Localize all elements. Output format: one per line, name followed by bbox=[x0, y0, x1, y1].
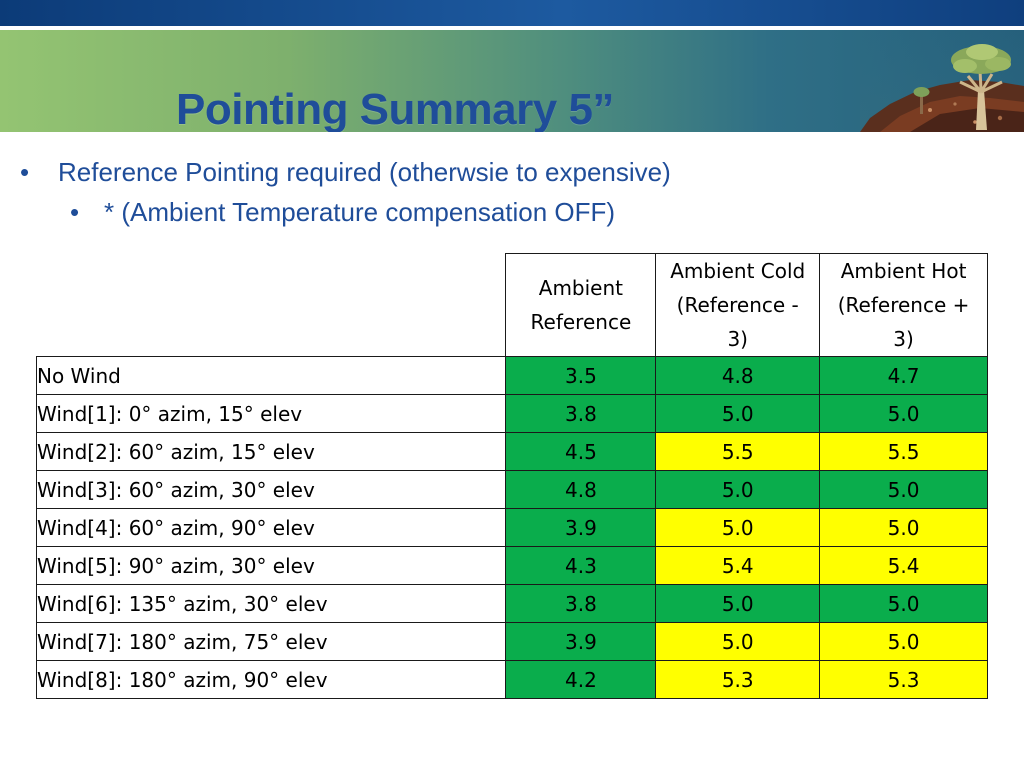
value-cell: 5.5 bbox=[656, 433, 820, 471]
value-cell: 3.5 bbox=[506, 357, 656, 395]
value-cell: 3.8 bbox=[506, 395, 656, 433]
table-row bbox=[37, 357, 988, 395]
table-corner-cell bbox=[37, 254, 506, 357]
value-cell: 4.8 bbox=[506, 471, 656, 509]
value-cell: 4.7 bbox=[820, 357, 988, 395]
row-label-cell: Wind[8]: 180° azim, 90° elev bbox=[37, 661, 506, 699]
header-ambient-hot bbox=[820, 254, 988, 357]
value-cell: 5.3 bbox=[656, 661, 820, 699]
bullet-text: Reference Pointing required (otherwsie to expensive) bbox=[58, 157, 671, 187]
value-cell: 5.3 bbox=[820, 661, 988, 699]
table-header-row bbox=[37, 254, 988, 357]
value-cell: 4.8 bbox=[656, 357, 820, 395]
bullet-text: * (Ambient Temperature compensation OFF) bbox=[104, 197, 616, 227]
value-cell: 5.0 bbox=[820, 585, 988, 623]
slide-title: Pointing Summary 5” bbox=[176, 85, 614, 132]
row-label-cell: Wind[4]: 60° azim, 90° elev bbox=[37, 509, 506, 547]
row-label-cell: Wind[7]: 180° azim, 75° elev bbox=[37, 623, 506, 661]
table-row bbox=[37, 547, 988, 585]
header-ambient-cold bbox=[656, 254, 820, 357]
table-row bbox=[37, 661, 988, 699]
value-cell: 5.0 bbox=[656, 509, 820, 547]
value-cell: 5.0 bbox=[656, 471, 820, 509]
value-cell: 5.0 bbox=[820, 623, 988, 661]
table-row bbox=[37, 585, 988, 623]
value-cell: 3.8 bbox=[506, 585, 656, 623]
header-line: 3) bbox=[727, 327, 748, 351]
value-cell: 4.2 bbox=[506, 661, 656, 699]
quiver-tree-landscape-image bbox=[860, 30, 1024, 132]
top-banner-bar bbox=[0, 0, 1024, 26]
header-ambient-reference bbox=[506, 254, 656, 357]
table-row bbox=[37, 509, 988, 547]
value-cell: 3.9 bbox=[506, 509, 656, 547]
bullet-marker: • bbox=[20, 157, 30, 187]
row-label-cell: Wind[2]: 60° azim, 15° elev bbox=[37, 433, 506, 471]
table-body bbox=[37, 357, 988, 699]
value-cell: 4.5 bbox=[506, 433, 656, 471]
value-cell: 5.5 bbox=[820, 433, 988, 471]
value-cell: 5.0 bbox=[656, 623, 820, 661]
header-line: Ambient Hot bbox=[840, 259, 967, 283]
row-label-cell: Wind[6]: 135° azim, 30° elev bbox=[37, 585, 506, 623]
value-cell: 5.4 bbox=[820, 547, 988, 585]
value-cell: 5.0 bbox=[656, 585, 820, 623]
value-cell: 3.9 bbox=[506, 623, 656, 661]
row-label-cell: Wind[3]: 60° azim, 30° elev bbox=[37, 471, 506, 509]
bullet-item bbox=[20, 156, 671, 188]
value-cell: 5.4 bbox=[656, 547, 820, 585]
title-band bbox=[0, 30, 1024, 132]
row-label-cell: Wind[1]: 0° azim, 15° elev bbox=[37, 395, 506, 433]
bullet-marker: • bbox=[70, 197, 80, 227]
sub-bullet-item bbox=[70, 196, 615, 228]
value-cell: 5.0 bbox=[820, 509, 988, 547]
table-row bbox=[37, 395, 988, 433]
table-row bbox=[37, 471, 988, 509]
header-line: Ambient bbox=[538, 276, 624, 300]
header-line: 3) bbox=[893, 327, 914, 351]
value-cell: 4.3 bbox=[506, 547, 656, 585]
table-row bbox=[37, 623, 988, 661]
header-line: Reference bbox=[530, 310, 632, 334]
row-label-cell: Wind[5]: 90° azim, 30° elev bbox=[37, 547, 506, 585]
header-line: (Reference - bbox=[676, 293, 799, 317]
header-line: (Reference + bbox=[837, 293, 970, 317]
value-cell: 5.0 bbox=[820, 471, 988, 509]
pointing-summary-table bbox=[36, 253, 988, 699]
value-cell: 5.0 bbox=[820, 395, 988, 433]
table-row bbox=[37, 433, 988, 471]
value-cell: 5.0 bbox=[656, 395, 820, 433]
header-line: Ambient Cold bbox=[670, 259, 806, 283]
row-label-cell: No Wind bbox=[37, 357, 506, 395]
